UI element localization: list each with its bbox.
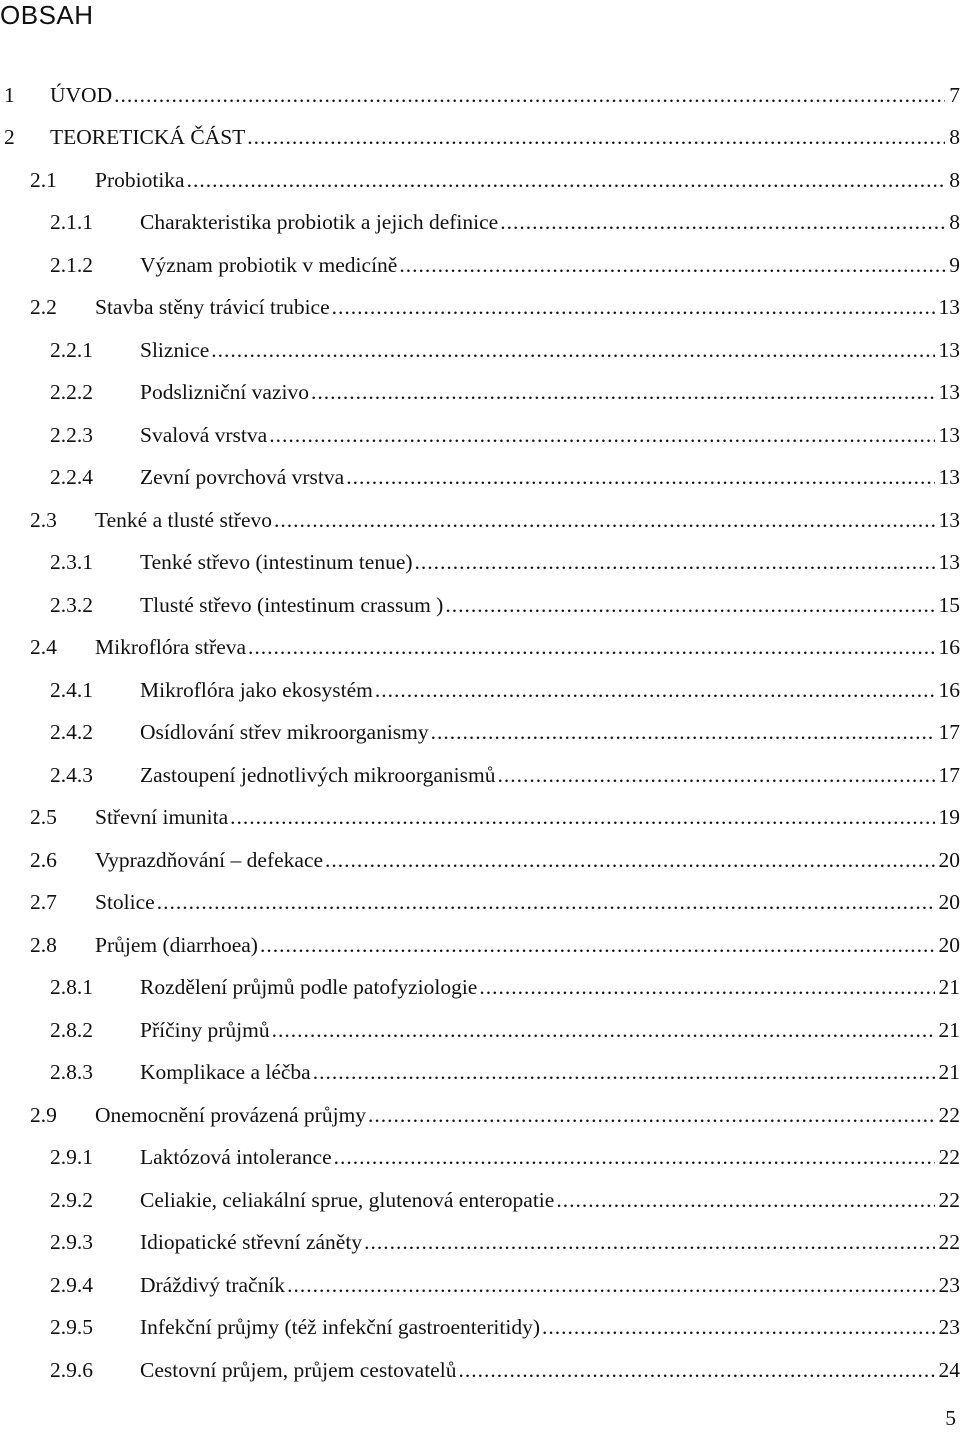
toc-entry-title: Mikroflóra jako ekosystém xyxy=(140,677,373,702)
toc-entry-number: 2.9.2 xyxy=(50,1187,93,1212)
toc-entry-leader xyxy=(211,338,934,363)
toc-entry-page: 9 xyxy=(949,252,960,277)
toc-entry-line xyxy=(140,1273,960,1298)
toc-entry-leader xyxy=(313,1060,935,1085)
toc-entry-leader xyxy=(445,593,934,618)
toc-entry[interactable] xyxy=(0,882,960,925)
toc-entry[interactable] xyxy=(0,74,960,117)
toc-entry[interactable] xyxy=(0,1307,960,1350)
toc-entry-line xyxy=(140,678,960,703)
toc-entry-page: 24 xyxy=(938,1357,960,1382)
toc-entry-number: 2.1.1 xyxy=(50,210,93,235)
toc-entry-number: 2.9.1 xyxy=(50,1145,93,1170)
toc-entry-title: Tenké a tlusté střevo xyxy=(95,507,273,532)
toc-entry-leader xyxy=(247,125,945,150)
toc-entry-page: 17 xyxy=(938,762,960,787)
toc-entry-line xyxy=(140,1230,960,1255)
toc-entry-leader xyxy=(325,848,934,873)
toc-entry-number: 2.2.3 xyxy=(50,422,93,447)
toc-entry-title: Probiotika xyxy=(95,167,185,192)
toc-entry-page: 7 xyxy=(949,82,960,107)
toc-entry[interactable] xyxy=(0,584,960,627)
toc-entry-title: Infekční průjmy (též infekční gastroenteritidy) xyxy=(140,1315,540,1340)
toc-entry-title: Příčiny průjmů xyxy=(140,1017,270,1042)
toc-entry-title: Průjem (diarrhoea) xyxy=(95,932,258,957)
toc-entry[interactable] xyxy=(0,1222,960,1265)
toc-entry[interactable] xyxy=(0,414,960,457)
toc-entry-line xyxy=(140,593,960,618)
toc-entry-page: 16 xyxy=(938,635,960,660)
toc-entry-leader xyxy=(458,1358,934,1383)
toc-entry-title: Sliznice xyxy=(140,337,210,362)
toc-entry-leader xyxy=(157,890,935,915)
toc-entry-number: 2.7 xyxy=(30,890,57,915)
toc-entry-leader xyxy=(311,380,935,405)
toc-entry-leader xyxy=(287,1273,934,1298)
toc-entry-number: 1 xyxy=(4,82,15,107)
toc-entry-title: Laktózová intolerance xyxy=(140,1145,332,1170)
toc-entry-number: 2.4.3 xyxy=(50,762,93,787)
toc-entry-page: 13 xyxy=(938,550,960,575)
toc-entry-title: Mikroflóra střeva xyxy=(95,635,247,660)
toc-entry-line xyxy=(140,1188,960,1213)
toc-entry-line xyxy=(140,423,960,448)
toc-entry-title: Svalová vrstva xyxy=(140,422,268,447)
toc-entry-number: 2.8 xyxy=(30,932,57,957)
toc-entry-leader xyxy=(368,1103,934,1128)
toc-entry-number: 2.8.3 xyxy=(50,1060,93,1085)
toc-entry-leader xyxy=(375,678,935,703)
toc-entry-leader xyxy=(364,1230,934,1255)
toc-entry-title: Zevní povrchová vrstva xyxy=(140,465,345,490)
toc-entry-page: 13 xyxy=(938,337,960,362)
toc-entry-line xyxy=(95,508,960,533)
toc-entry-number: 2.3 xyxy=(30,507,57,532)
toc-entry[interactable] xyxy=(0,1052,960,1095)
toc-entry-number: 2.3.1 xyxy=(50,550,93,575)
toc-entry-line xyxy=(140,210,960,235)
toc-entry-leader xyxy=(114,83,945,108)
toc-entry-leader xyxy=(260,933,935,958)
toc-entry[interactable] xyxy=(0,329,960,372)
toc-entry-leader xyxy=(542,1315,935,1340)
toc-entry-number: 2.8.2 xyxy=(50,1017,93,1042)
toc-entry-number: 2.2.2 xyxy=(50,380,93,405)
toc-entry-line xyxy=(140,1315,960,1340)
toc-entry-page: 8 xyxy=(949,167,960,192)
table-of-contents xyxy=(0,74,960,1392)
toc-entry-number: 2.9.4 xyxy=(50,1272,93,1297)
toc-entry-leader xyxy=(556,1188,934,1213)
toc-entry-number: 2.9.5 xyxy=(50,1315,93,1340)
toc-entry-number: 2.6 xyxy=(30,847,57,872)
toc-entry-page: 13 xyxy=(938,507,960,532)
toc-entry-line xyxy=(140,1358,960,1383)
toc-entry[interactable] xyxy=(0,117,960,160)
toc-entry[interactable] xyxy=(0,159,960,202)
toc-entry-number: 2.4.2 xyxy=(50,720,93,745)
toc-entry-title: Osídlování střev mikroorganismy xyxy=(140,720,429,745)
toc-entry-number: 2.5 xyxy=(30,805,57,830)
toc-entry-line xyxy=(50,125,960,150)
toc-entry-number: 2.2.1 xyxy=(50,337,93,362)
toc-entry-line xyxy=(140,380,960,405)
toc-entry-leader xyxy=(230,805,934,830)
toc-entry-line xyxy=(95,933,960,958)
toc-entry-page: 17 xyxy=(938,720,960,745)
toc-entry-line xyxy=(140,338,960,363)
toc-entry-title: Zastoupení jednotlivých mikroorganismů xyxy=(140,762,496,787)
toc-entry-title: Celiakie, celiakální sprue, glutenová enteropatie xyxy=(140,1187,555,1212)
toc-entry-line xyxy=(95,848,960,873)
toc-entry-title: Podslizniční vazivo xyxy=(140,380,309,405)
toc-entry[interactable] xyxy=(0,669,960,712)
toc-entry-page: 23 xyxy=(938,1272,960,1297)
toc-entry[interactable] xyxy=(0,542,960,585)
toc-entry[interactable] xyxy=(0,1179,960,1222)
toc-entry-page: 8 xyxy=(949,125,960,150)
toc-entry-page: 21 xyxy=(938,1060,960,1085)
toc-entry[interactable] xyxy=(0,1264,960,1307)
toc-entry-page: 23 xyxy=(938,1315,960,1340)
toc-entry[interactable] xyxy=(0,1349,960,1392)
toc-entry-page: 13 xyxy=(938,295,960,320)
toc-entry-line xyxy=(140,465,960,490)
toc-entry-title: Onemocnění provázená průjmy xyxy=(95,1102,367,1127)
toc-entry-page: 19 xyxy=(938,805,960,830)
toc-entry-title: ÚVOD xyxy=(50,82,113,107)
toc-entry-page: 22 xyxy=(938,1102,960,1127)
toc-entry[interactable] xyxy=(0,967,960,1010)
toc-heading: OBSAH xyxy=(0,0,94,30)
toc-entry-number: 2.4.1 xyxy=(50,677,93,702)
toc-entry-title: TEORETICKÁ ČÁST xyxy=(50,125,246,150)
toc-entry-number: 2.1 xyxy=(30,167,57,192)
toc-entry-leader xyxy=(500,210,945,235)
toc-entry-number: 2.4 xyxy=(30,635,57,660)
toc-entry-number: 2.3.2 xyxy=(50,592,93,617)
toc-entry-line xyxy=(95,635,960,660)
toc-entry-line xyxy=(95,168,960,193)
toc-entry[interactable] xyxy=(0,1094,960,1137)
toc-entry-title: Idiopatické střevní záněty xyxy=(140,1230,363,1255)
toc-entry-title: Charakteristika probiotik a jejich definice xyxy=(140,210,499,235)
toc-entry-page: 20 xyxy=(938,932,960,957)
toc-entry-title: Dráždivý tračník xyxy=(140,1272,286,1297)
toc-entry-page: 22 xyxy=(938,1145,960,1170)
toc-entry-title: Cestovní průjem, průjem cestovatelů xyxy=(140,1357,457,1382)
toc-entry-line xyxy=(140,1018,960,1043)
toc-entry-title: Vyprazdňování – defekace xyxy=(95,847,324,872)
toc-entry[interactable] xyxy=(0,202,960,245)
toc-entry-page: 20 xyxy=(938,890,960,915)
toc-entry-line xyxy=(95,805,960,830)
toc-entry-line xyxy=(140,1060,960,1085)
toc-entry-leader xyxy=(399,253,945,278)
toc-entry-page: 13 xyxy=(938,465,960,490)
toc-entry-number: 2.9.3 xyxy=(50,1230,93,1255)
toc-entry-number: 2.9 xyxy=(30,1102,57,1127)
toc-entry[interactable] xyxy=(0,457,960,500)
toc-entry-line xyxy=(140,763,960,788)
toc-entry-title: Stolice xyxy=(95,890,155,915)
toc-entry-leader xyxy=(346,465,934,490)
toc-entry-page: 15 xyxy=(938,592,960,617)
toc-entry[interactable] xyxy=(0,244,960,287)
toc-entry-line xyxy=(50,83,960,108)
toc-entry[interactable] xyxy=(0,627,960,670)
toc-entry-leader xyxy=(269,423,934,448)
toc-entry-page: 21 xyxy=(938,975,960,1000)
toc-entry-leader xyxy=(498,763,935,788)
toc-entry[interactable] xyxy=(0,924,960,967)
toc-entry-number: 2.2.4 xyxy=(50,465,93,490)
toc-entry-line xyxy=(95,890,960,915)
toc-entry-page: 13 xyxy=(938,422,960,447)
toc-entry-leader xyxy=(431,720,935,745)
toc-entry-leader xyxy=(479,975,934,1000)
toc-entry-line xyxy=(95,1103,960,1128)
toc-entry-number: 2.9.6 xyxy=(50,1357,93,1382)
toc-entry-line xyxy=(140,550,960,575)
toc-entry-title: Tenké střevo (intestinum tenue) xyxy=(140,550,413,575)
toc-entry[interactable] xyxy=(0,1009,960,1052)
toc-entry-page: 13 xyxy=(938,380,960,405)
toc-entry[interactable] xyxy=(0,754,960,797)
toc-entry-page: 8 xyxy=(949,210,960,235)
toc-entry[interactable] xyxy=(0,712,960,755)
toc-entry-number: 2.2 xyxy=(30,295,57,320)
toc-entry-title: Komplikace a léčba xyxy=(140,1060,311,1085)
toc-entry-number: 2 xyxy=(4,125,15,150)
toc-entry[interactable] xyxy=(0,839,960,882)
toc-entry-leader xyxy=(272,1018,935,1043)
toc-entry-page: 22 xyxy=(938,1230,960,1255)
toc-entry-page: 21 xyxy=(938,1017,960,1042)
toc-entry-line xyxy=(95,295,960,320)
toc-entry[interactable] xyxy=(0,372,960,415)
toc-entry-title: Význam probiotik v medicíně xyxy=(140,252,398,277)
toc-entry-leader xyxy=(415,550,935,575)
toc-entry-title: Stavba stěny trávicí trubice xyxy=(95,295,330,320)
toc-entry[interactable] xyxy=(0,1137,960,1180)
toc-entry[interactable] xyxy=(0,797,960,840)
toc-entry-title: Tlusté střevo (intestinum crassum ) xyxy=(140,592,444,617)
toc-entry-leader xyxy=(332,295,935,320)
toc-entry-number: 2.1.2 xyxy=(50,252,93,277)
toc-entry-line xyxy=(140,720,960,745)
toc-entry-leader xyxy=(248,635,934,660)
toc-entry-line xyxy=(140,1145,960,1170)
toc-entry-page: 22 xyxy=(938,1187,960,1212)
toc-entry[interactable] xyxy=(0,287,960,330)
toc-entry-page: 16 xyxy=(938,677,960,702)
toc-entry-number: 2.8.1 xyxy=(50,975,93,1000)
toc-entry[interactable] xyxy=(0,499,960,542)
toc-entry-title: Rozdělení průjmů podle patofyziologie xyxy=(140,975,478,1000)
toc-entry-title: Střevní imunita xyxy=(95,805,229,830)
toc-entry-leader xyxy=(187,168,946,193)
toc-entry-line xyxy=(140,253,960,278)
toc-entry-line xyxy=(140,975,960,1000)
toc-entry-leader xyxy=(334,1145,935,1170)
toc-entry-page: 20 xyxy=(938,847,960,872)
toc-entry-leader xyxy=(274,508,934,533)
page-number: 5 xyxy=(945,1406,956,1430)
